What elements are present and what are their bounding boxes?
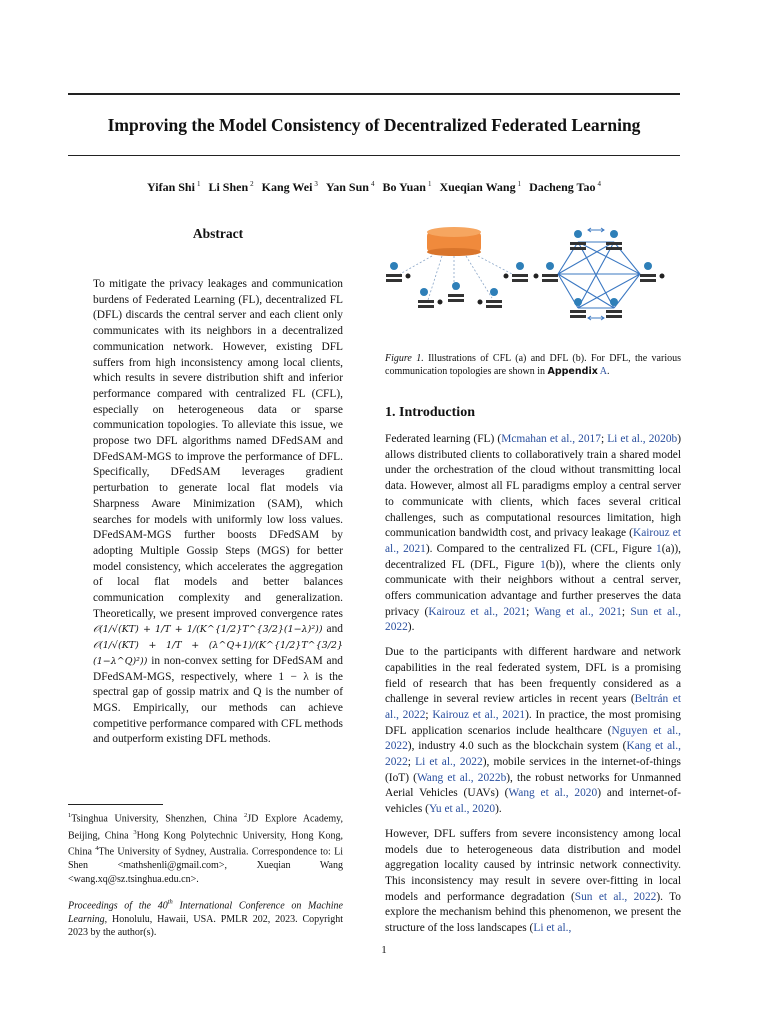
paragraph-text: (b)), where the clients only communicate with their neighbors without a central server, offers communication advantage and further preserves the data privacy ( — [385, 558, 681, 618]
client-icon — [534, 262, 559, 282]
citation-link[interactable]: Li et al., 2020b — [607, 433, 678, 445]
paragraph-text: ) allows distributed clients to collaboratively train a shared model under the orchestration of the cloud without transmitting local data. However, almost all FL paradigms employ a central server to communicate with clients, which faces several critical challenges, such as computational resources limitation, high communication bandwidth cost, and privacy leakage ( — [385, 433, 682, 540]
author-affiliation: 4 — [597, 180, 601, 188]
page-number: 1 — [381, 944, 387, 956]
footnote-rule — [68, 804, 163, 805]
paragraph-text: ). Compared to the centralized FL (CFL, Figure — [425, 542, 657, 555]
abstract-heading: Abstract — [192, 226, 244, 241]
paper-title: Improving the Model Consistency of Decentralized Federated Learning — [107, 115, 641, 135]
citation-link[interactable]: Kairouz et al., 2021 — [428, 605, 527, 618]
author — [262, 180, 318, 194]
paragraph-text: ). — [407, 621, 415, 634]
author — [439, 180, 521, 194]
author-name: Xueqian Wang — [439, 180, 516, 194]
client-icon — [448, 282, 464, 302]
author-affiliation: 1 — [517, 180, 522, 188]
abstract-text-1: To mitigate the privacy leakages and communication burdens of Federated Learning (FL), decentralized FL (DFL) discards the central server and each client only communicates with its neighbors in a decentralized communication network. However, existing DFL suffers from high inconsistency among local clients, which results in severe distribution shift and inferior performance compared with centralized FL (CFL), especially on heterogeneous data or sparse communication topologies. To alleviate this issue, we propose two DFL algorithms named DFedSAM and DFedSAM-MGS to improve the performance of DFL. Specifically, DFedSAM leverages gradient perturbation to generate local flat models via Sharpness Aware Minimization (SAM), which searches for models with uniformly low loss values. DFedSAM-MGS further boosts DFedSAM by adopting Multiple Gossip Steps (MGS) for better model consistency, which accelerates the aggregation of local flat models and better balances communication complexity and generalization. Theoretically, we present improved convergence rates — [93, 278, 343, 620]
figure-1-caption: Figure 1. Illustrations of CFL (a) and DFL (b). For DFL, the various communication topologies are shown in Appendix A. — [385, 353, 681, 378]
citation-link[interactable]: Kairouz et al., 2021 — [432, 708, 526, 721]
client-icon — [478, 288, 503, 308]
paragraph-text: ; — [425, 708, 433, 721]
paragraph-text: ), mobile services in the internet-of-things (IoT) ( — [385, 756, 681, 784]
section-heading-introduction: 1. Introduction — [385, 405, 475, 420]
client-icon — [386, 262, 411, 282]
title-rule — [68, 155, 680, 156]
citation-link[interactable]: Yu et al., 2020 — [428, 803, 496, 816]
client-icon — [640, 262, 665, 282]
citation-link[interactable]: Sun et al., 2022 — [574, 890, 657, 903]
citation-link[interactable]: Li et al., 2022 — [415, 756, 483, 769]
abstract-body — [93, 277, 343, 748]
author — [208, 180, 253, 194]
citation-link[interactable]: Nguyen et al., 2022 — [385, 724, 681, 753]
paragraph-text: ), industry 4.0 such as the blockchain system ( — [407, 740, 627, 753]
appendix-link[interactable]: A — [597, 366, 607, 378]
author — [147, 180, 200, 194]
author-name: Li Shen — [208, 180, 249, 194]
author-affiliation: 1 — [427, 180, 432, 188]
dfl-diagram — [534, 228, 665, 320]
introduction-body — [385, 432, 681, 946]
citation-link[interactable]: Wang et al., 2020 — [508, 787, 598, 800]
author-name: Dacheng Tao — [529, 180, 596, 194]
paragraph-text: ; — [600, 433, 608, 445]
convergence-rate-dfedsam-mgs: 𝒪(1/√(KT) + 1/T + (λ^Q+1)/(K^{1/2}T^{3/2}(1−λ^Q)²)) — [93, 640, 343, 667]
cfl-diagram — [386, 227, 528, 308]
author — [529, 180, 601, 194]
citation-link[interactable]: 1 — [656, 542, 662, 555]
citation-link[interactable]: Sun et al., 2022 — [385, 605, 682, 634]
paragraph-text: Federated learning (FL) ( — [385, 433, 502, 445]
top-rule — [68, 93, 680, 95]
client-icon — [606, 230, 622, 250]
author-list — [68, 180, 680, 195]
footnote — [68, 809, 343, 940]
paragraph-text: Due to the participants with different hardware and network capabilities in the real federated system, DFL is a promising field of research that has been frequently considered as a challenge in several review articles in recent years ( — [385, 646, 681, 706]
paragraph-text: ; — [621, 605, 631, 618]
author-name: Yifan Shi — [147, 180, 195, 194]
paragraph-text: ). To explore the mechanism behind this phenomenon, we present the structure of the loss landscapes ( — [385, 890, 682, 935]
paragraph-text: ). In practice, the most promising DFL application scenarios include healthcare ( — [385, 708, 681, 737]
citation-link[interactable]: Beltrán et al., 2022 — [385, 693, 681, 721]
paragraph-text: ). — [495, 803, 502, 816]
paragraph-text: ; — [526, 605, 535, 618]
paragraph-text: ; — [407, 756, 416, 769]
client-icon — [418, 288, 443, 308]
author-name: Yan Sun — [325, 180, 369, 194]
paragraph-text: (a)), decentralized FL (DFL, Figure — [385, 542, 682, 571]
citation-link[interactable]: Li et al., — [533, 922, 572, 935]
convergence-rate-dfedsam: 𝒪(1/√(KT) + 1/T + 1/(K^{1/2}T^{3/2}(1−λ)²)) — [93, 624, 323, 636]
author-affiliation: 2 — [250, 180, 254, 188]
paragraph-text: ), the robust networks for Unmanned Aerial Vehicles (UAVs) ( — [385, 771, 681, 800]
abstract-text-3: in non-convex setting for DFedSAM and DFedSAM-MGS, respectively, where 1 − λ is the spectral gap of gossip matrix and Q is the number of MGS. Empirically, our methods can achieve competitive performance compared with CFL methods and outperform existing DFL methods. — [93, 654, 343, 746]
author — [382, 180, 431, 194]
figure-1-illustration — [382, 222, 684, 346]
citation-link[interactable]: Wang et al., 2021 — [534, 605, 622, 618]
author — [326, 180, 375, 194]
citation-link[interactable]: Wang et al., 2022b — [416, 771, 507, 784]
author-affiliation: 3 — [314, 180, 318, 188]
citation-link[interactable]: Kang et al., 2022 — [385, 740, 681, 769]
server-icon — [427, 227, 481, 256]
citation-link[interactable]: Mcmahan et al., 2017 — [501, 433, 601, 445]
author-name: Kang Wei — [261, 180, 313, 194]
cfl-clients — [386, 262, 528, 308]
affiliations: $^1$Tsinghua University, Shenzhen, China $^2$JD Explore Academy, Beijing, China $^3$Hong Kong Polytechnic University, Hong Kong, China $^4$The University of Sydney, Australia. Correspondence to: Li Shen <mathshenli@gmail.com>, Xueqian Wang <wang.xq@sz.tsinghua.edu.cn>. — [68, 812, 343, 885]
intro-paragraph-1 — [385, 432, 681, 636]
citation-link[interactable]: 1 — [540, 558, 546, 571]
proceedings-note: Proceedings of the 40th International Conference on Machine Learning, Honolulu, Hawaii, USA. PMLR 202, 2023. Copyright 2023 by the author(s). — [68, 899, 343, 939]
abstract-text-2: and — [326, 623, 343, 636]
paragraph-text: ) and internet-of-vehicles ( — [385, 787, 681, 816]
client-icon — [504, 262, 529, 282]
paragraph-text: However, DFL suffers from severe inconsistency among local models due to heterogeneous data distribution and model aggregation locality caused by intrinsic network connectivity. This inconsistency may result in severe over-fitting in local models and performance degradation ( — [385, 827, 681, 903]
citation-link[interactable]: Kairouz et al., 2021 — [385, 527, 681, 555]
author-affiliation: 1 — [196, 180, 201, 188]
author-name: Bo Yuan — [382, 180, 426, 194]
client-icon — [570, 230, 586, 250]
intro-paragraph-2 — [385, 645, 681, 818]
intro-paragraph-3 — [385, 827, 681, 937]
author-affiliation: 4 — [370, 180, 375, 188]
